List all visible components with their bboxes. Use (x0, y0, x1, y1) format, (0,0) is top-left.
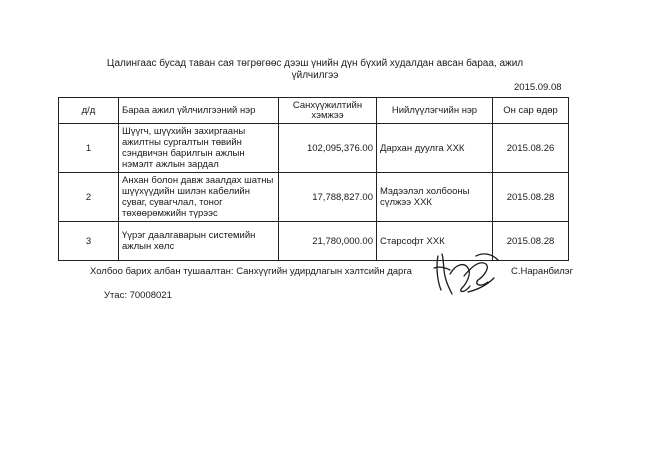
contact-line: Холбоо барих албан тушаалтан: Санхүүгийн удирдлагын хэлтсийн дарга (90, 266, 412, 277)
row-supplier: Старсофт ХХК (377, 222, 493, 261)
row-date: 2015.08.26 (493, 124, 569, 173)
row-num: 3 (59, 222, 119, 261)
row-date: 2015.08.28 (493, 173, 569, 222)
signature-icon (428, 246, 508, 306)
header-name: Бараа ажил үйлчилгээний нэр (119, 98, 279, 124)
table-row (59, 173, 569, 222)
header-num: д/д (59, 98, 119, 124)
header-date: Он сар өдөр (493, 98, 569, 124)
row-num: 2 (59, 173, 119, 222)
header-supplier: Нийлүүлэгчийн нэр (377, 98, 493, 124)
row-supplier: Мэдээлэл холбооны сүлжээ ХХК (377, 173, 493, 222)
table-row (59, 124, 569, 173)
row-amount: 17,788,827.00 (279, 173, 377, 222)
row-num: 1 (59, 124, 119, 173)
purchases-table (58, 97, 569, 261)
phone-line: Утас: 70008021 (104, 290, 172, 301)
row-description: Үүрэг даалгаварын системийн ажлын хөлс (119, 222, 279, 261)
row-description: Шүүгч, шүүхийн захиргааны ажилтны сургалтын төвийн сэндвичэн барилгын ажлын нэмэлт ажлын зардал (119, 124, 279, 173)
document-title: Цалингаас бусад таван сая төгрөгөөс дээш үнийн дүн бүхий худалдан авсан бараа, ажил үйлчилгээ (106, 58, 524, 81)
row-supplier: Дархан дуулга ХХК (377, 124, 493, 173)
table-header-row (59, 98, 569, 124)
document-date: 2015.09.08 (514, 82, 562, 93)
row-description: Анхан болон давж заалдах шатны шүүхүүдийн шилэн кабелийн суваг, сувагчлал, тоног төхөөрөмжийн түрээс (119, 173, 279, 222)
header-amount: Санхүүжилтийн хэмжээ (279, 98, 377, 124)
signer-name: С.Наранбилэг (511, 266, 574, 277)
row-date: 2015.08.28 (493, 222, 569, 261)
row-amount: 102,095,376.00 (279, 124, 377, 173)
row-amount: 21,780,000.00 (279, 222, 377, 261)
